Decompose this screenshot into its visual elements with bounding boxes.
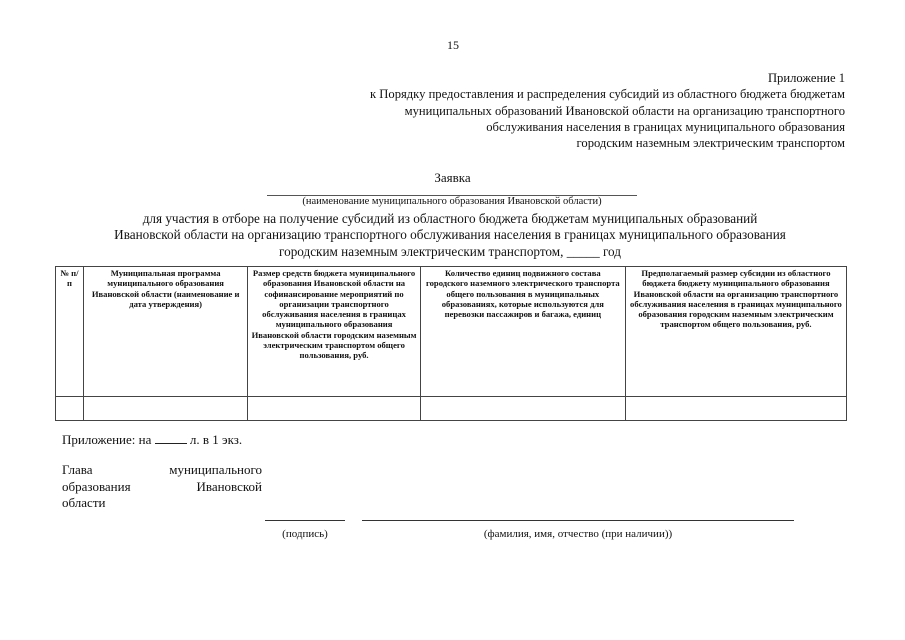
attachment-line xyxy=(62,432,242,448)
appendix-header xyxy=(245,70,845,151)
header-rolling-stock: Количество единиц подвижного состава городского наземного электрического транспорта общего пользования в муниципальных образованиях, которые используются для перевозки пассажиров и багажа, единиц xyxy=(420,267,625,397)
table-cell[interactable] xyxy=(248,397,420,421)
appendix-line: городским наземным электрическим транспортом xyxy=(576,136,845,151)
table-row xyxy=(56,397,847,421)
page-number: 15 xyxy=(447,38,459,52)
signature-caption: (подпись) xyxy=(282,528,328,540)
attachment-prefix: Приложение: на xyxy=(62,432,152,447)
attachment-suffix: л. в 1 экз. xyxy=(189,432,243,447)
table-header-row xyxy=(56,267,847,397)
signatory-title xyxy=(62,462,262,512)
header-subsidy: Предполагаемый размер субсидии из областного бюджета бюджету муниципального образования Ивановской области на организацию транспортного обслуживания населения в границах муниципального образования городским наземным электрическим транспортом общего пользования, руб. xyxy=(625,267,846,397)
application-table xyxy=(55,266,847,421)
purpose-line: Ивановской области на организацию транспортного обслуживания населения в границах муниципального образования xyxy=(114,227,786,243)
attachment-pages-field[interactable] xyxy=(155,432,187,444)
full-name-caption: (фамилия, имя, отчество (при наличии)) xyxy=(483,528,673,540)
signatory-line: образования Ивановской xyxy=(62,478,262,494)
signatory-line: Глава муниципального xyxy=(62,462,262,477)
appendix-label: Приложение 1 xyxy=(767,71,845,85)
header-cofinancing: Размер средств бюджета муниципального образования Ивановской области на софинансирование мероприятий по организации транспортного обслуживания населения в границах муниципального образования Ивановской области городским наземным электрическим транспортом общего пользования, руб. xyxy=(248,267,420,397)
municipality-name-caption: (наименование муниципального образования Ивановской области) xyxy=(302,196,602,207)
purpose-line: городским наземным электрическим транспортом, _____ год xyxy=(279,243,621,259)
signatory-line: области xyxy=(62,495,106,510)
table-cell[interactable] xyxy=(625,397,846,421)
signature-field[interactable] xyxy=(265,520,345,521)
appendix-line: к Порядку предоставления и распределения субсидий из областного бюджета бюджетам xyxy=(370,87,845,102)
header-program: Муниципальная программа муниципального образования Ивановской области (наименование и дата утверждения) xyxy=(83,267,247,397)
table-cell[interactable] xyxy=(420,397,625,421)
appendix-line: муниципальных образований Ивановской области на организацию транспортного xyxy=(404,103,845,118)
appendix-line: обслуживания населения в границах муниципального образования xyxy=(486,119,845,134)
table-cell[interactable] xyxy=(56,397,84,421)
purpose-line: для участия в отборе на получение субсидий из областного бюджета бюджетам муниципальных образований xyxy=(142,211,758,226)
purpose-text xyxy=(50,211,850,260)
header-number: № п/п xyxy=(56,267,84,397)
full-name-field[interactable] xyxy=(362,520,794,521)
document-title: Заявка xyxy=(434,170,471,185)
table-cell[interactable] xyxy=(83,397,247,421)
